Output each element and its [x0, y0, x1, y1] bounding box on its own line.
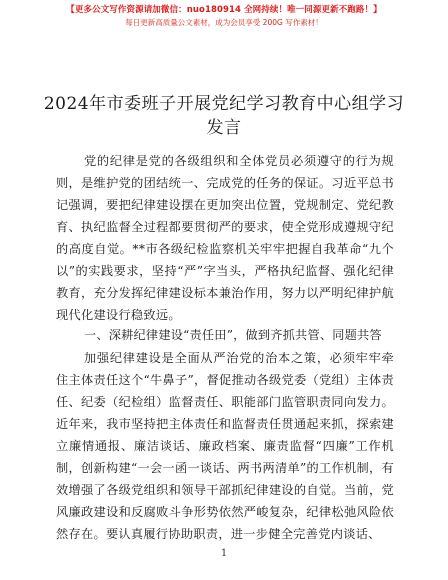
promo-banner-line-1: 【更多公文写作资源请加微信：nuo180914 全网持续！唯一同源更新不跑路！】 — [66, 5, 382, 15]
section-1-paragraph: 加强纪律建设是全面从严治党的治本之策，必须牢牢牵住主体责任这个“牛鼻子”，督促推动各级党委（党组）主体责任、纪委（纪检组）监督责任、职能部门监管职责同向发力。近年来，我市坚持把主体责任和监督责任贯通起来抓，探索建立廉情通报、廉洁谈话、廉政档案、廉责监督“四廉”工作机制，创新构建“一会一函一谈话、两书两清单”的工作机制，有效增强了各级党组织和领导干部抓纪律建设的自觉。当前，党风廉政建设和反腐败斗争形势依然严峻复杂，纪律松弛风险依然存在。要认真履行协助职责，进一步健全完善党内谈话、 — [56, 351, 394, 541]
document-title-line-2: 发言 — [206, 118, 242, 138]
document-title-line-1: 2024年市委班子开展党纪学习教育中心组学习 — [43, 94, 405, 114]
promo-banner-line-2: 每日更新高质量公文素材，成为会员享受 200G 写作素材！ — [125, 18, 323, 27]
page-number: 1 — [220, 548, 228, 559]
intro-paragraph: 党的纪律是党的各级组织和全体党员必须遵守的行为规则，是维护党的团结统一、完成党的任务的保证。习近平总书记强调，要把纪律建设摆在更加突出位置，党规制定、党纪教育、执纪监督全过程都要贯彻严的要求，使全党形成遵规守纪的高度自觉。**市各级纪检监察机关牢牢把握自我革命“九个以”的实践要求，坚持“严”字当头，严格执纪监督、强化纪律教育，充分发挥纪律建设标本兼治作用，努力以严明纪律护航现代化建设行稳致远。 — [56, 154, 394, 322]
section-heading-1: 一、深耕纪律建设“责任田”，做到齐抓共管、同题共答 — [84, 328, 382, 342]
